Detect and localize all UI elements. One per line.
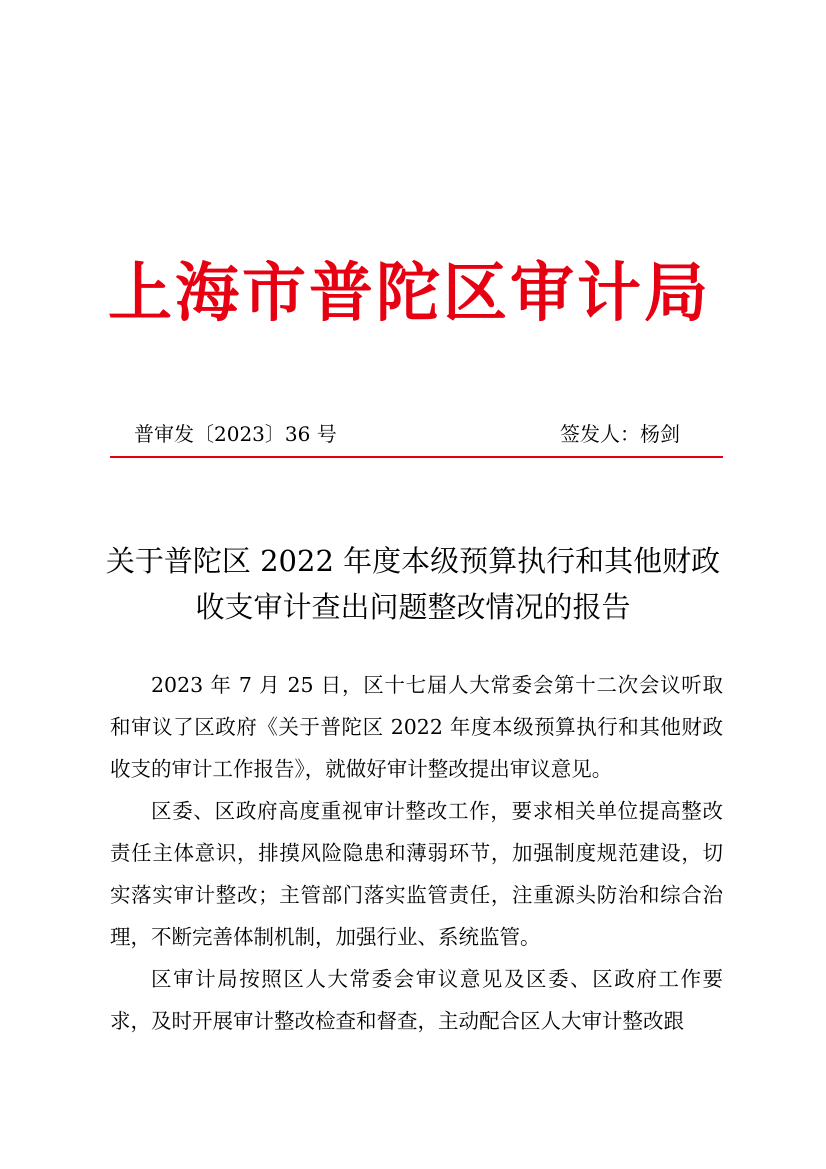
body-paragraph: 区审计局按照区人大常委会审议意见及区委、区政府工作要求，及时开展审计整改检查和督查，主动配合区人大审计整改跟 <box>110 967 723 1033</box>
document-body <box>110 664 723 1042</box>
agency-header-title: 上海市普陀区审计局 <box>108 256 711 331</box>
signer: 签发人：杨剑 <box>560 422 680 446</box>
document-title-line-2: 收支审计查出问题整改情况的报告 <box>195 590 631 624</box>
body-paragraph: 2023 年 7 月 25 日，区十七届人大常委会第十二次会议听取和审议了区政府《关于普陀区 2022 年度本级预算执行和其他财政收支的审计工作报告》，就做好审计整改提出审议意见。 <box>110 673 723 781</box>
document-info-line <box>134 420 694 448</box>
body-paragraph: 区委、区政府高度重视审计整改工作，要求相关单位提高整改责任主体意识，排摸风险隐患和薄弱环节，加强制度规范建设，切实落实审计整改；主管部门落实监管责任，注重源头防治和综合治理，不断完善体制机制，加强行业、系统监管。 <box>110 799 723 949</box>
document-number: 普审发〔2023〕36 号 <box>134 422 337 446</box>
red-separator-line <box>110 456 723 458</box>
document-title-line-1: 关于普陀区 2022 年度本级预算执行和其他财政 <box>105 544 721 578</box>
document-title <box>100 538 726 630</box>
